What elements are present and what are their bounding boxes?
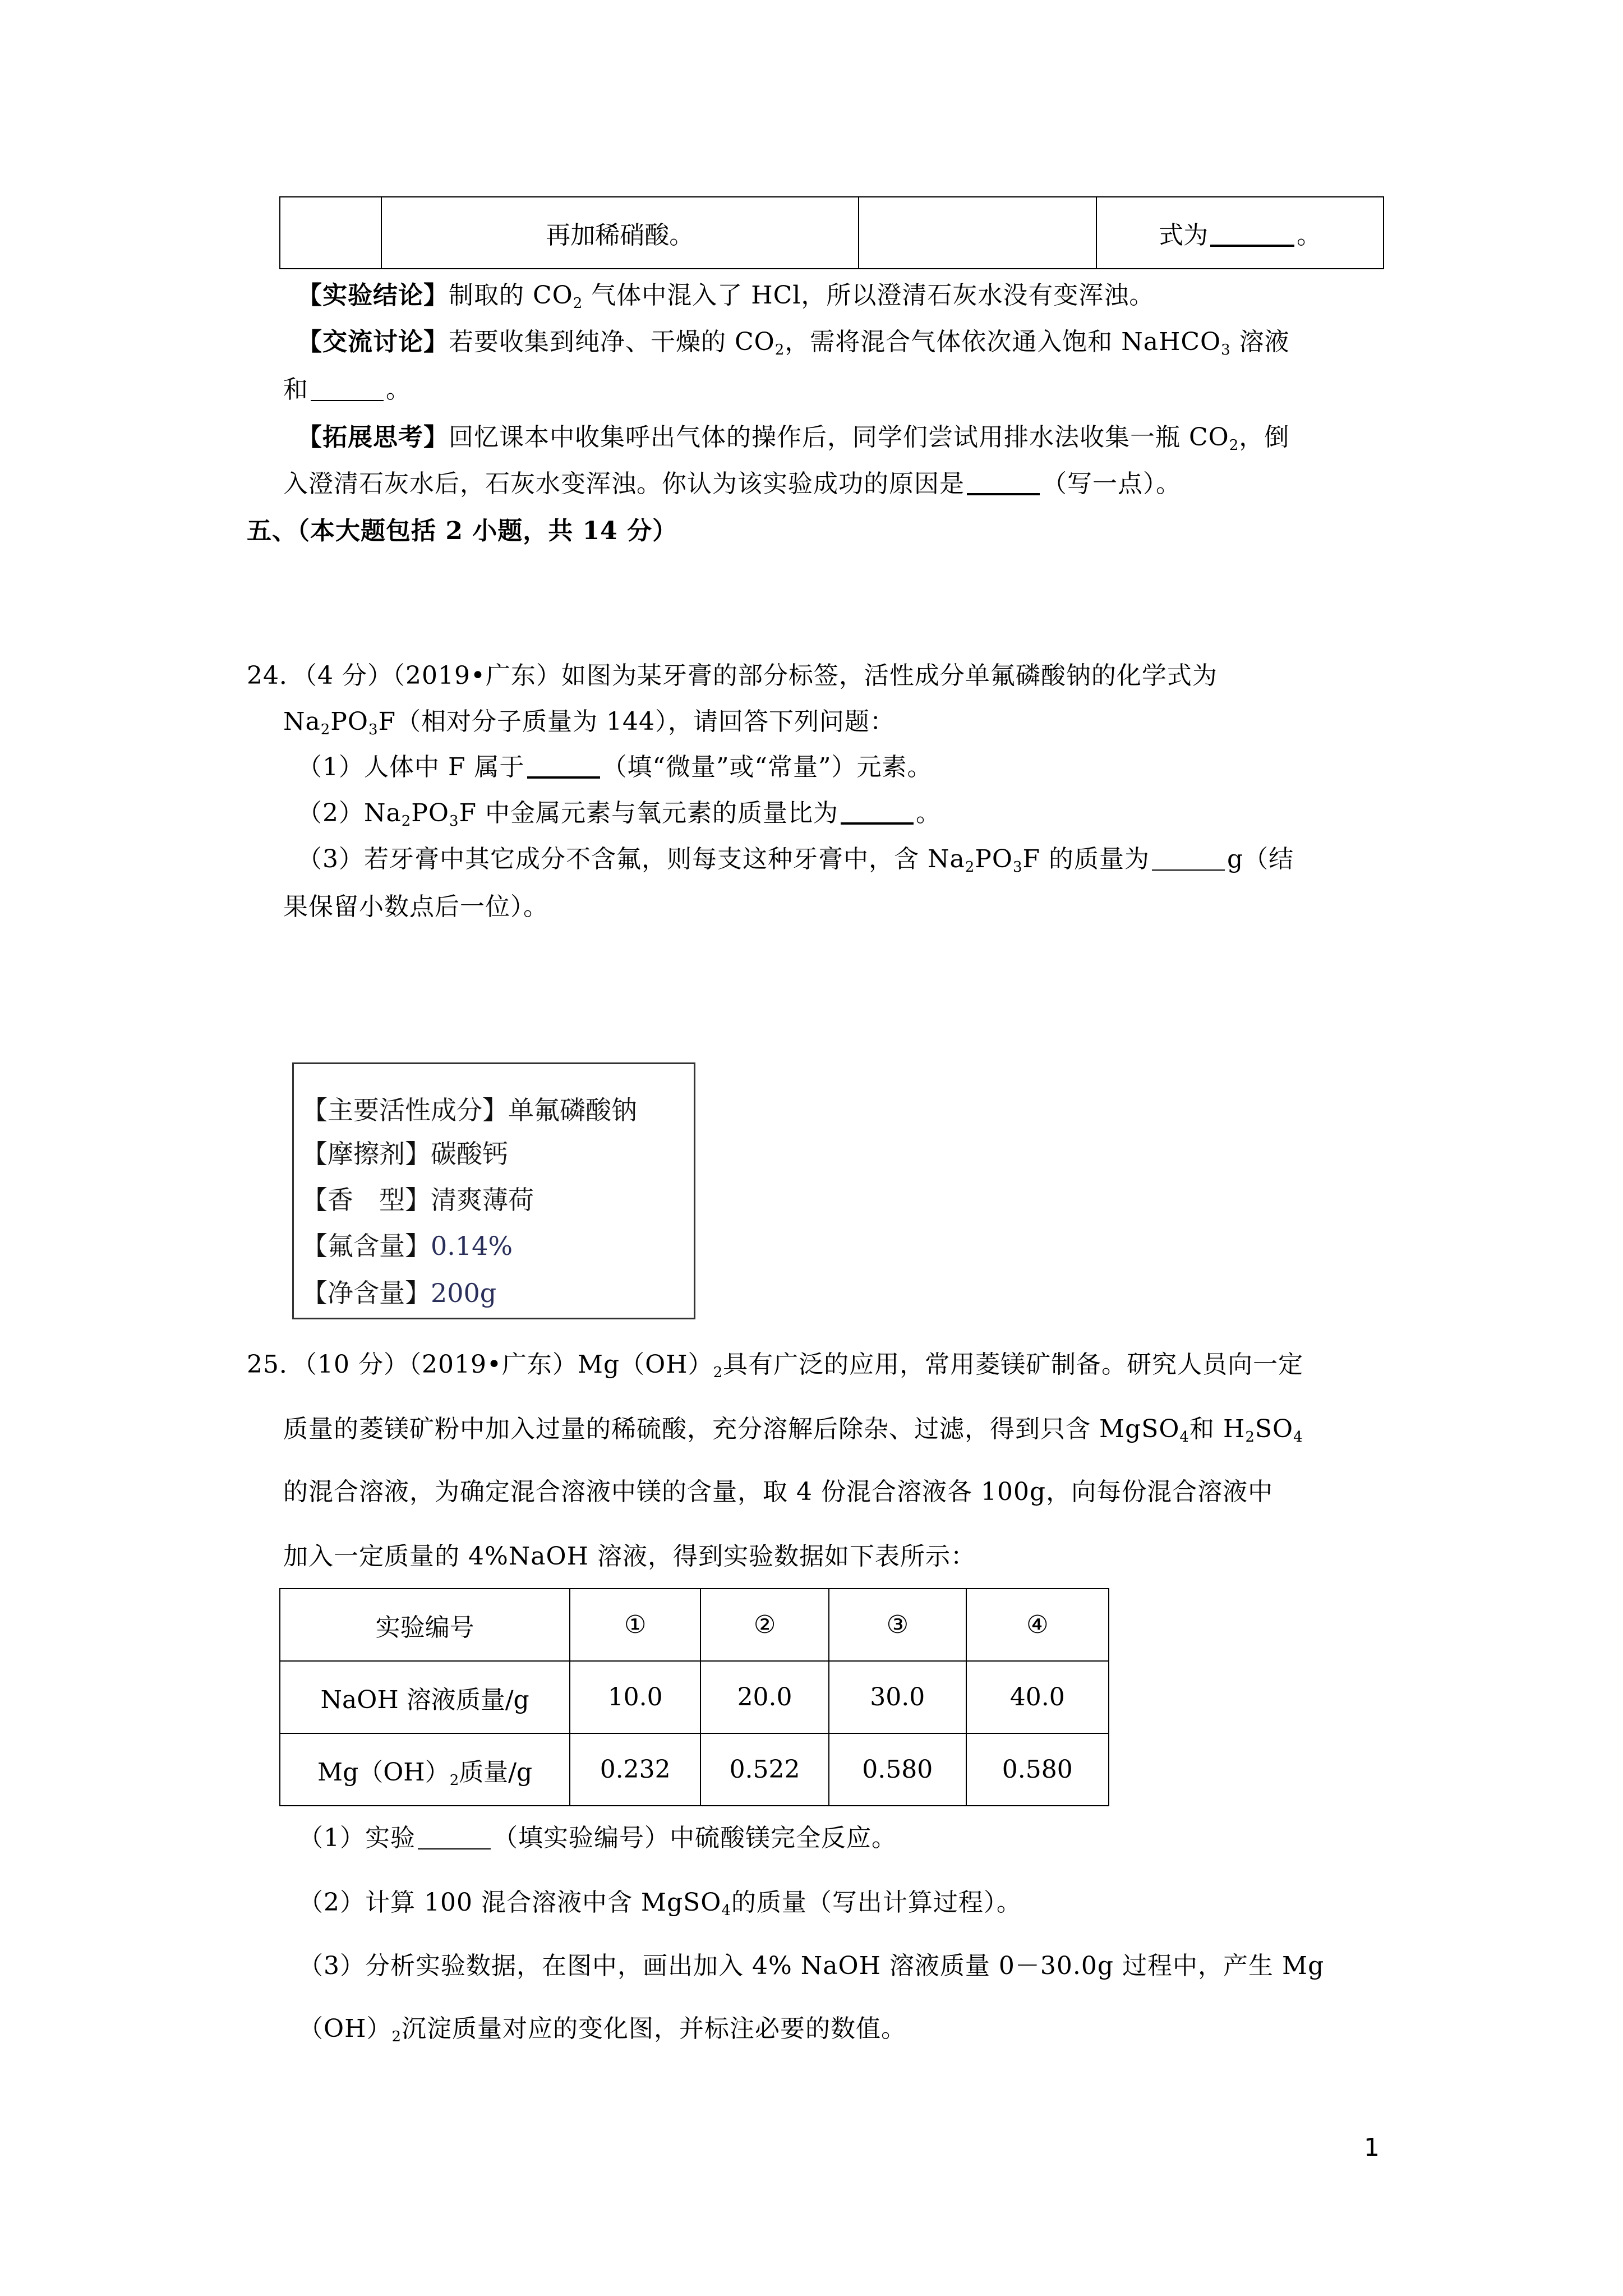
subscript: 2 (573, 295, 583, 312)
table-cell: 0.522 (700, 1733, 829, 1806)
table-header-row (280, 1589, 1109, 1661)
text: 和 (283, 375, 308, 404)
subscript: 2 (774, 342, 785, 358)
label-key: 【主要活性成分】 (302, 1095, 508, 1125)
label-value: 碳酸钙 (431, 1139, 508, 1169)
text: F（相对分子质量为 144），请回答下列问题： (378, 707, 896, 736)
q24-stem: 24．（4 分）（2019•广东）如图为某牙膏的部分标签，活性成分单氟磷酸钠的化学式为 (247, 661, 1218, 690)
label-value: 200g (431, 1278, 497, 1308)
subscript: 2 (1229, 437, 1239, 454)
text: （2）Na (297, 799, 402, 827)
text: 。 (386, 375, 411, 404)
page-number: 1 (1364, 2133, 1380, 2162)
text: ，倒 (1239, 423, 1290, 452)
q25-part2 (298, 1886, 1022, 1920)
subscript: 4 (1179, 1429, 1189, 1446)
text: （填“微量”或“常量”）元素。 (602, 753, 933, 781)
subscript: 2 (391, 2028, 402, 2045)
label-key: 【氟含量】 (302, 1231, 431, 1261)
table-row (280, 1733, 1109, 1806)
label-key: 【香 型】 (302, 1185, 431, 1215)
text: F 中金属元素与氧元素的质量比为 (459, 799, 839, 827)
subscript: 2 (401, 813, 412, 830)
table-cell (859, 197, 1097, 269)
subscript: 4 (721, 1902, 731, 1919)
row-label: NaOH 溶液质量/g (280, 1661, 570, 1733)
label-row (302, 1090, 637, 1127)
text: 溶液 (1230, 328, 1290, 356)
answer-blank[interactable] (967, 471, 1040, 495)
section-tag: 【拓展思考】 (297, 423, 449, 452)
subscript: 2 (965, 859, 975, 876)
table-cell (280, 197, 381, 269)
q24-part3 (297, 843, 1294, 876)
table-header: 实验编号 (280, 1589, 570, 1661)
q24-part2 (297, 797, 941, 830)
subscript: 3 (449, 813, 459, 830)
text: 和 H (1189, 1415, 1246, 1443)
text: （OH） (298, 2014, 392, 2043)
discussion-paragraph (297, 325, 1290, 359)
label-row (302, 1134, 508, 1171)
q25-part3: （3）分析实验数据，在图中，画出加入 4% NaOH 溶液质量 0－30.0g 过程中，产生 Mg (298, 1952, 1325, 1980)
table-header: ④ (966, 1589, 1109, 1661)
text: 质量的菱镁矿粉中加入过量的稀硫酸，充分溶解后除杂、过滤，得到只含 MgSO (283, 1415, 1180, 1443)
text: Mg（OH） (317, 1757, 450, 1787)
table-cell: 30.0 (829, 1661, 966, 1733)
subscript: 2 (320, 721, 331, 738)
table-row (280, 197, 1384, 269)
subscript: 2 (449, 1772, 459, 1789)
text: 入澄清石灰水后，石灰水变浑浊。你认为该实验成功的原因是 (283, 470, 965, 498)
subscript: 3 (1012, 859, 1023, 876)
row-label (280, 1733, 570, 1806)
text: 的质量（写出计算过程）。 (731, 1888, 1022, 1917)
text: 25．（10 分）（2019•广东）Mg（OH） (247, 1350, 713, 1379)
q25-part1 (298, 1821, 897, 1855)
cell-text: 式为 (1159, 221, 1209, 250)
table-cell: 20.0 (700, 1661, 829, 1733)
text: 质量/g (459, 1757, 533, 1787)
q24-stem-line2 (283, 705, 895, 739)
label-row (302, 1273, 496, 1310)
answer-blank[interactable] (1152, 847, 1225, 871)
label-value: 单氟磷酸钠 (508, 1095, 637, 1125)
experiment-data-table (279, 1588, 1109, 1806)
text: （1）实验 (298, 1824, 416, 1852)
text: 制取的 CO (449, 281, 573, 310)
section-tag: 【实验结论】 (297, 281, 449, 310)
table-cell: 10.0 (570, 1661, 700, 1733)
table-cell: 0.580 (829, 1733, 966, 1806)
text: （2）计算 100 混合溶液中含 MgSO (298, 1888, 722, 1917)
answer-blank[interactable] (527, 754, 600, 779)
table-header: ③ (829, 1589, 966, 1661)
text: （1）人体中 F 属于 (297, 753, 525, 781)
conclusion-paragraph (297, 279, 1154, 312)
text: SO (1255, 1415, 1294, 1443)
subscript: 4 (1293, 1429, 1303, 1446)
label-row (302, 1180, 534, 1217)
answer-blank[interactable] (418, 1826, 491, 1849)
text: （3）若牙膏中其它成分不含氟，则每支这种牙膏中，含 Na (297, 845, 965, 873)
answer-blank[interactable] (1210, 222, 1294, 247)
text: （填实验编号）中硫酸镁完全反应。 (493, 1824, 897, 1852)
extension-line2 (283, 467, 1181, 501)
text: 具有广泛的应用，常用菱镁矿制备。研究人员向一定 (723, 1350, 1304, 1379)
text: ，需将混合气体依次通入饱和 NaHCO (785, 328, 1221, 356)
text: 气体中混入了 HCl，所以澄清石灰水没有变浑浊。 (583, 281, 1155, 310)
section-heading: 五、（本大题包括 2 小题，共 14 分） (247, 517, 678, 545)
extension-paragraph (297, 421, 1289, 454)
text: 回忆课本中收集呼出气体的操作后，同学们尝试用排水法收集一瓶 CO (449, 423, 1229, 452)
q25-part3-line2 (298, 2012, 906, 2046)
text: PO (975, 845, 1013, 873)
table-cell: 40.0 (966, 1661, 1109, 1733)
label-key: 【摩擦剂】 (302, 1139, 431, 1169)
text: PO (411, 799, 449, 827)
label-value: 0.14% (431, 1231, 513, 1261)
subscript: 3 (368, 721, 379, 738)
text: 若要收集到纯净、干燥的 CO (449, 328, 775, 356)
text: g（结 (1227, 845, 1294, 873)
text: F 的质量为 (1022, 845, 1150, 873)
subscript: 2 (1245, 1429, 1255, 1446)
text: 。 (916, 799, 942, 827)
cell-text: 。 (1297, 221, 1322, 250)
text: Na (283, 707, 321, 736)
q24-part1 (297, 751, 932, 784)
label-row (302, 1226, 513, 1263)
experiment-table-continued (279, 196, 1384, 269)
q25-stem-line2 (283, 1412, 1303, 1446)
table-row (280, 1661, 1109, 1733)
toothpaste-label (292, 1062, 695, 1319)
table-cell: 0.580 (966, 1733, 1109, 1806)
q25-stem (247, 1348, 1303, 1382)
table-header: ① (570, 1589, 700, 1661)
text: （写一点）。 (1042, 470, 1181, 498)
q25-stem-line3: 的混合溶液，为确定混合溶液中镁的含量，取 4 份混合溶液各 100g，向每份混合溶液中 (283, 1478, 1274, 1506)
table-header: ② (700, 1589, 829, 1661)
text: PO (330, 707, 368, 736)
label-key: 【净含量】 (302, 1278, 431, 1308)
table-cell: 0.232 (570, 1733, 700, 1806)
q25-stem-line4: 加入一定质量的 4%NaOH 溶液，得到实验数据如下表所示： (283, 1542, 976, 1571)
table-cell (1096, 197, 1384, 269)
subscript: 2 (713, 1364, 723, 1381)
subscript: 3 (1221, 342, 1231, 358)
text: 沉淀质量对应的变化图，并标注必要的数值。 (402, 2014, 906, 2043)
label-value: 清爽薄荷 (431, 1185, 534, 1215)
q24-part3-line2: 果保留小数点后一位）。 (283, 892, 548, 921)
section-tag: 【交流讨论】 (297, 328, 449, 356)
discussion-line2 (283, 373, 411, 407)
answer-blank[interactable] (841, 800, 914, 825)
answer-blank[interactable] (311, 378, 384, 401)
table-cell: 再加稀硝酸。 (381, 197, 859, 269)
